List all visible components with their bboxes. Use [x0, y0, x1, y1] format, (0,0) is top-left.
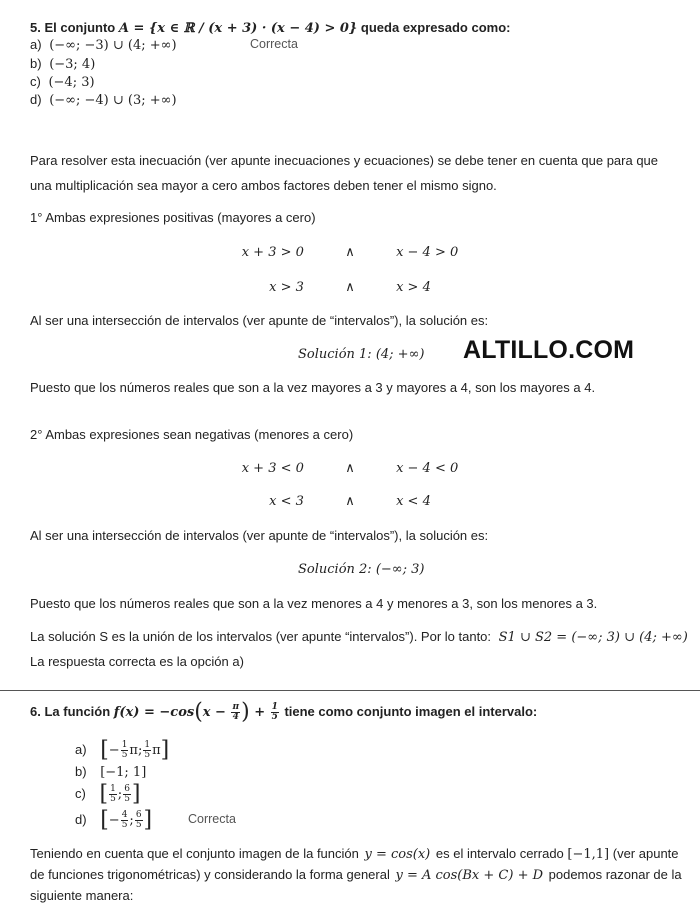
- intersection-text-2: Al ser una intersección de intervalos (ver apunte de “intervalos”), la solución es:: [30, 528, 489, 543]
- section-divider: [0, 690, 700, 691]
- q6-title: 6. La función f(x) = −cos(x − $\frac{\pi}{4}$ ) + $\frac{1}{5}$ tiene como conjunto imagen el intervalo:: [30, 699, 538, 725]
- answer-line: La respuesta correcta es la opción a): [30, 654, 244, 669]
- q5-option-b: b) (−3; 4): [30, 56, 96, 72]
- q5-paragraph-line1: Para resolver esta inecuación (ver apunte inecuaciones y ecuaciones) se debe tener en cuenta que para que: [30, 153, 659, 168]
- solution-2: Solución 2: (−∞; 3): [298, 562, 425, 577]
- altillo-watermark: ALTILLO.COM: [463, 336, 635, 364]
- q6-explanation-line2: de funciones trigonométricas) y considerando la forma general y = A cos(Bx + C) + D podemos razonar de la: [30, 867, 682, 883]
- q6-explanation-line1: Teniendo en cuenta que el conjunto imagen de la función y = cos(x) es el intervalo cerrado [−1,1] (ver apunte: [30, 846, 679, 862]
- q6-correct-badge: Correcta: [188, 812, 236, 826]
- q5-option-c: c) (−4; 3): [30, 74, 95, 90]
- q5-set-definition: A = {x ∈ ℝ / (x + 3) · (x − 4) > 0}: [118, 21, 358, 36]
- q5-option-a: a) (−∞; −3) ∪ (4; +∞): [30, 37, 177, 53]
- reason-1: Puesto que los números reales que son a la vez mayores a 3 y mayores a 4, son los mayores a 4.: [30, 380, 596, 395]
- case1-equation-2: x > 3 ∧ x > 4: [269, 280, 431, 295]
- q6-function: f(x) = −cos(x − $\frac{\pi}{4}$ ) + $\frac{1}{5}$: [113, 699, 278, 725]
- case2-equation-1: x + 3 < 0 ∧ x − 4 < 0: [241, 461, 459, 476]
- intersection-text-1: Al ser una intersección de intervalos (ver apunte de “intervalos”), la solución es:: [30, 313, 489, 328]
- solution-1: Solución 1: (4; +∞): [298, 347, 425, 362]
- case1-heading: 1° Ambas expresiones positivas (mayores a cero): [30, 210, 316, 225]
- q5-paragraph-line2: una multiplicación sea mayor a cero ambos factores deben tener el mismo signo.: [30, 178, 497, 193]
- q5-correct-badge: Correcta: [250, 37, 298, 51]
- q6-option-b: b) [−1; 1]: [75, 764, 147, 780]
- q6-option-c: c) [ $\frac{1}{5}$ ; $\frac{6}{5}$ ]: [75, 781, 141, 807]
- case2-equation-2: x < 3 ∧ x < 4: [269, 494, 431, 509]
- reason-2: Puesto que los números reales que son a la vez menores a 4 y menores a 3, son los menores a 3.: [30, 596, 598, 611]
- case2-heading: 2° Ambas expresiones sean negativas (menores a cero): [30, 427, 354, 442]
- pi-over-4: $\frac{\pi}{4}$: [232, 702, 240, 722]
- q6-option-d: d) [− $\frac{4}{5}$ ; $\frac{6}{5}$ ]: [75, 807, 153, 833]
- q6-explanation-line3: siguiente manera:: [30, 888, 134, 903]
- q5-option-d: d) (−∞; −4) ∪ (3; +∞): [30, 92, 177, 108]
- q5-title: 5. El conjunto A = {x ∈ ℝ / (x + 3) · (x − 4) > 0} queda expresado como:: [30, 20, 511, 36]
- q6-option-a: a) [− $\frac{1}{5}$ π; $\frac{1}{5}$ π]: [75, 737, 170, 763]
- case1-equation-1: x + 3 > 0 ∧ x − 4 > 0: [241, 245, 459, 260]
- union-line: La solución S es la unión de los intervalos (ver apunte “intervalos”). Por lo tanto: S1 ∪ S2 = (−∞; 3) ∪ (4; +∞): [30, 629, 688, 645]
- union-expression: S1 ∪ S2 = (−∞; 3) ∪ (4; +∞): [498, 630, 688, 645]
- one-over-5: $\frac{1}{5}$: [271, 702, 278, 722]
